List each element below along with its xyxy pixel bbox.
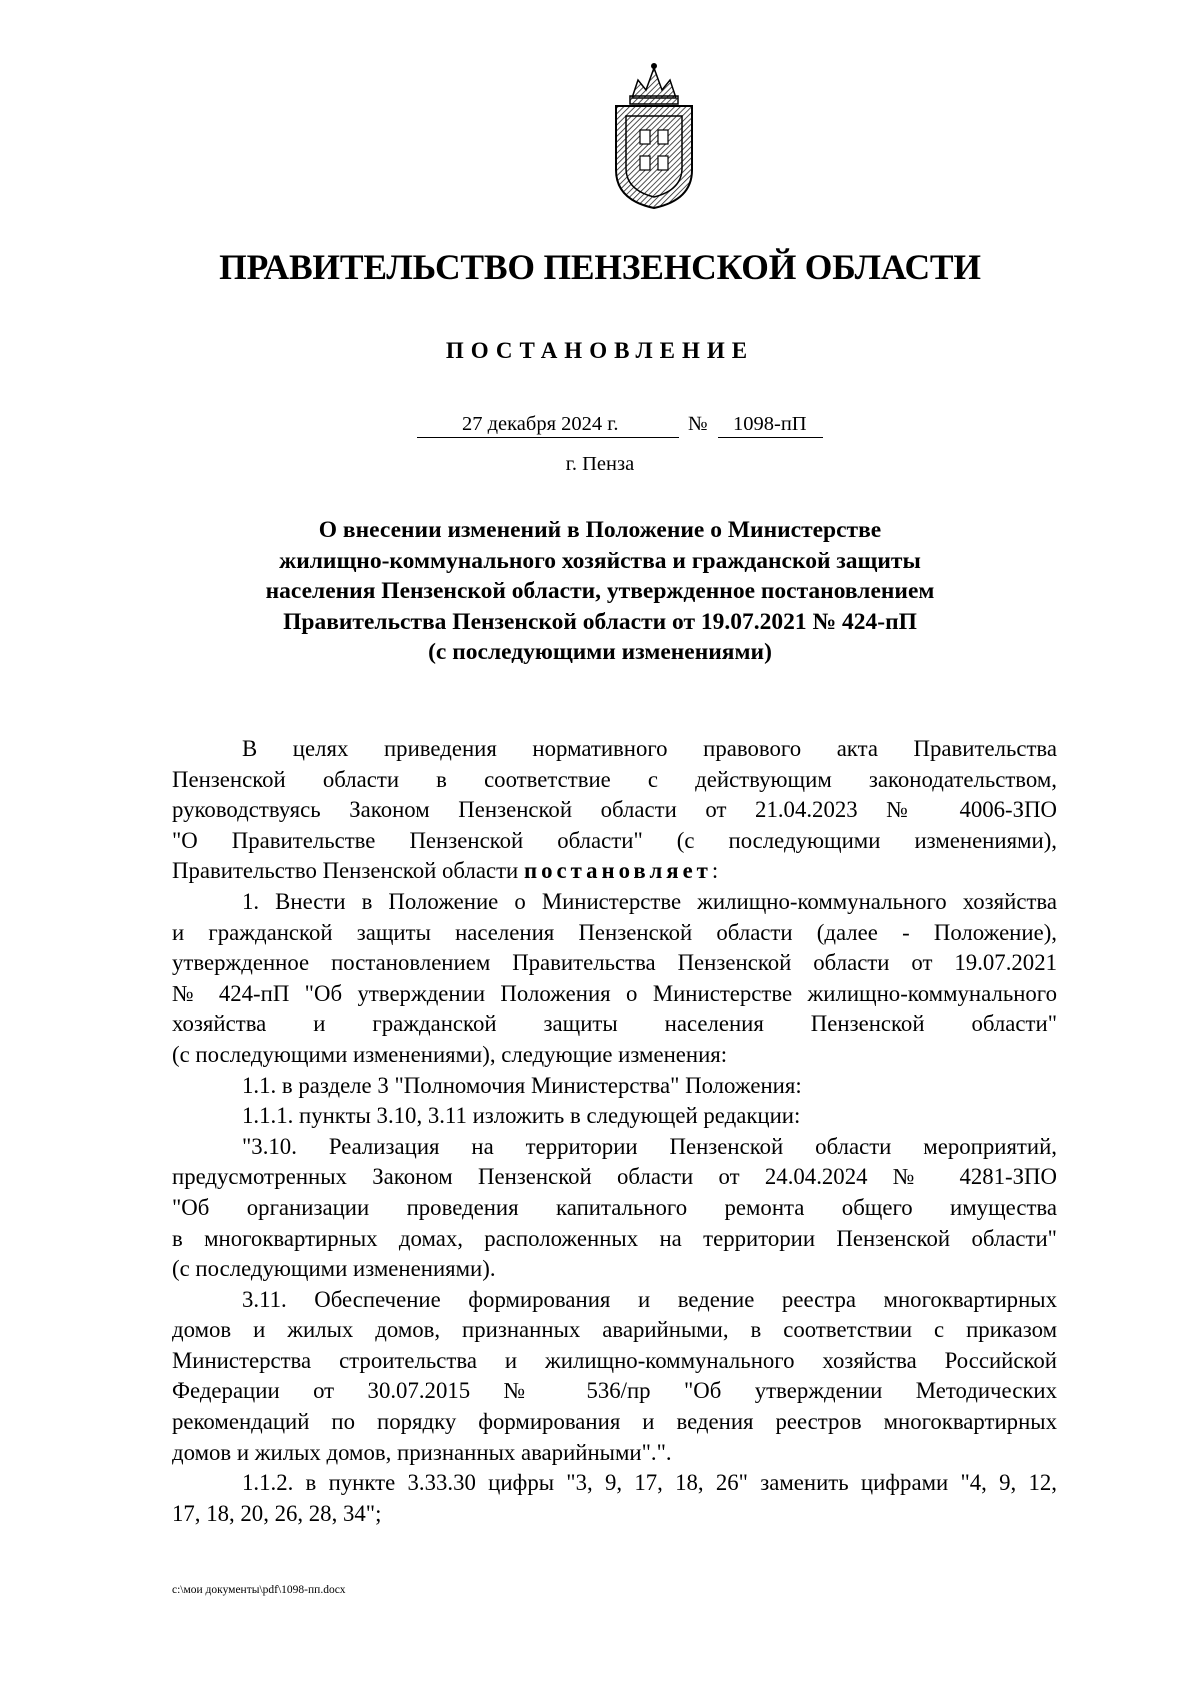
body-line: 1.1. в разделе 3 "Полномочия Министерства" Положения: (242, 1072, 802, 1098)
date-underline (417, 437, 679, 438)
body-line: "О Правительстве Пензенской области" (с последующими изменениями), (172, 827, 1057, 853)
body-line: 1.1.1. пункты 3.10, 3.11 изложить в следующей редакции: (242, 1103, 801, 1129)
body-line-text: Правительство Пензенской области (172, 858, 519, 884)
city: г. Пенза (565, 453, 635, 475)
resolves-colon: : (711, 858, 719, 884)
title-line: населения Пензенской области, утвержденное постановлением (265, 578, 935, 604)
file-path-footer: c:\мои документы\pdf\1098-пп.docx (172, 1584, 346, 1596)
resolves-word: постановляет (523, 858, 712, 884)
body-line: и гражданской защиты населения Пензенской области (далее - Положение), (172, 919, 1057, 945)
body-line: рекомендаций по порядку формирования и ведения реестров многоквартирных (172, 1409, 1057, 1435)
body-line: руководствуясь Законом Пензенской области от 21.04.2023 № 4006-ЗПО (172, 797, 1057, 823)
document-date: 27 декабря 2024 г. (462, 413, 619, 435)
body-line: в многоквартирных домах, расположенных на территории Пензенской области" (172, 1225, 1057, 1251)
body-line: (с последующими изменениями), следующие изменения: (172, 1041, 728, 1067)
body-line: 1. Внести в Положение о Министерстве жилищно-коммунального хозяйства (242, 888, 1057, 914)
body-line: домов и жилых домов, признанных аварийными, в соответствии с приказом (172, 1317, 1057, 1343)
body-line: "3.10. Реализация на территории Пензенской области мероприятий, (242, 1133, 1057, 1159)
organization-name: ПРАВИТЕЛЬСТВО ПЕНЗЕНСКОЙ ОБЛАСТИ (219, 247, 981, 287)
body-line: утвержденное постановлением Правительства Пензенской области от 19.07.2021 (172, 950, 1057, 976)
title-line: (с последующими изменениями) (428, 639, 772, 665)
body-line: № 424-пП "Об утверждении Положения о Министерстве жилищно-коммунального (172, 980, 1057, 1006)
body-line: 3.11. Обеспечение формирования и ведение реестра многоквартирных (242, 1286, 1057, 1312)
title-line: Правительства Пензенской области от 19.07.2021 № 424-пП (283, 608, 917, 635)
body-line (172, 856, 1057, 887)
body-line: В целях приведения нормативного правового акта Правительства (242, 736, 1057, 761)
body-line: 1.1.2. в пункте 3.33.30 цифры "3, 9, 17, 18, 26" заменить цифрами "4, 9, 12, (242, 1470, 1057, 1496)
document-title (200, 515, 1000, 668)
body-line: (с последующими изменениями). (172, 1256, 496, 1282)
coat-of-arms-icon (602, 60, 706, 210)
body-line: предусмотренных Законом Пензенской области от 24.04.2024 № 4281-ЗПО (172, 1164, 1057, 1190)
number-underline (718, 437, 823, 438)
body-line: хозяйства и гражданской защиты населения Пензенской области" (172, 1011, 1057, 1037)
body-line: "Об организации проведения капитального ремонта общего имущества (172, 1194, 1057, 1220)
body-line: домов и жилых домов, признанных аварийными".". (172, 1439, 672, 1465)
document-body (172, 734, 1057, 1529)
title-line: жилищно-коммунального хозяйства и гражданской защиты (279, 547, 921, 574)
number-sign: № (688, 413, 708, 435)
body-line: Федерации от 30.07.2015 № 536/пр "Об утверждении Методических (172, 1378, 1057, 1404)
body-line: 17, 18, 20, 26, 28, 34"; (172, 1500, 382, 1526)
body-line: Пензенской области в соответствие с действующим законодательством, (172, 766, 1057, 792)
body-line: Министерства строительства и жилищно-коммунального хозяйства Российской (172, 1347, 1057, 1373)
title-line: О внесении изменений в Положение о Министерстве (318, 517, 882, 543)
document-number: 1098-пП (733, 413, 807, 435)
document-type: ПОСТАНОВЛЕНИЕ (445, 338, 755, 363)
